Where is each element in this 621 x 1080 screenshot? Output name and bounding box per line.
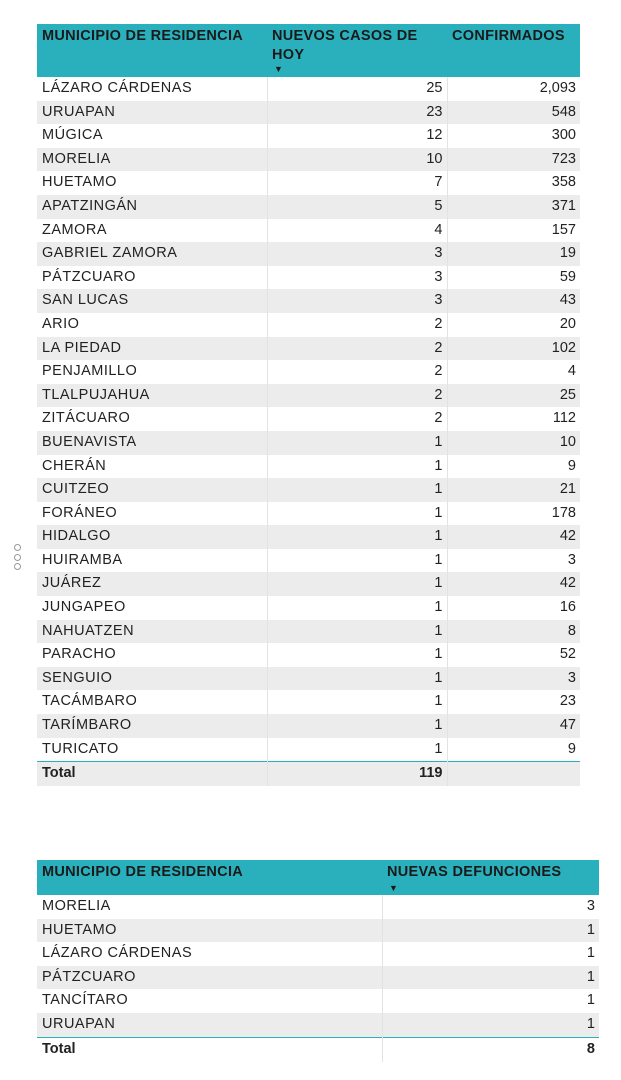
cell-value: 19 [447, 242, 580, 266]
cell-municipio: TLALPUJAHUA [37, 384, 267, 408]
cell-municipio: CUITZEO [37, 478, 267, 502]
cell-value: 1 [267, 643, 447, 667]
column-header-confirmados[interactable]: CONFIRMADOS [447, 24, 580, 77]
cell-value: 1 [267, 596, 447, 620]
total-row [37, 1037, 599, 1062]
total-value: 119 [267, 762, 447, 787]
cell-value: 8 [447, 620, 580, 644]
table-row[interactable] [37, 360, 580, 384]
column-header-nuevas-defunciones[interactable]: NUEVAS DEFUNCIONES ▼ [382, 860, 599, 895]
cell-value: 2 [267, 313, 447, 337]
cell-value: 371 [447, 195, 580, 219]
cell-value: 723 [447, 148, 580, 172]
table-row[interactable] [37, 895, 599, 919]
new-deaths-table [37, 860, 599, 1062]
cell-value: 10 [267, 148, 447, 172]
cell-value: 47 [447, 714, 580, 738]
cell-value: 3 [567, 551, 576, 568]
cell-municipio: LÁZARO CÁRDENAS [37, 77, 267, 101]
cell-municipio: HUETAMO [37, 919, 382, 943]
cell-value: 42 [447, 525, 580, 549]
cell-value: 2 [267, 407, 447, 431]
table-row[interactable] [37, 171, 580, 195]
cell-municipio: TARÍMBARO [37, 714, 267, 738]
table-row[interactable] [37, 502, 580, 526]
cell-value: 1 [267, 738, 447, 762]
table-row[interactable] [37, 966, 599, 990]
cell-value: 1 [382, 1013, 599, 1037]
cell-municipio: MORELIA [37, 148, 267, 172]
cell-municipio: ZITÁCUARO [37, 407, 267, 431]
table-row[interactable] [37, 124, 580, 148]
table-row[interactable] [37, 572, 580, 596]
cell-municipio: HUIRAMBA [37, 549, 267, 573]
table-row[interactable] [37, 242, 580, 266]
cell-value: 1 [267, 620, 447, 644]
cell-value: 12 [267, 124, 447, 148]
cell-value: 59 [559, 268, 576, 285]
cell-value: 3 [447, 667, 580, 691]
table-row[interactable] [37, 384, 580, 408]
cell-municipio: JUNGAPEO [37, 596, 267, 620]
cell-value: 1 [586, 992, 595, 1009]
column-header-municipio[interactable]: MUNICIPIO DE RESIDENCIA [37, 24, 267, 77]
cell-value: 7 [267, 171, 447, 195]
cell-value: 2,093 [539, 80, 576, 96]
cell-value: 9 [567, 457, 576, 474]
cell-value: 23 [267, 101, 447, 125]
cell-municipio: BUENAVISTA [37, 431, 267, 455]
cell-value: 2 [267, 360, 447, 384]
table-row[interactable] [37, 525, 580, 549]
cell-municipio: FORÁNEO [37, 502, 267, 526]
cell-municipio: LÁZARO CÁRDENAS [37, 942, 382, 966]
cell-value: 25 [267, 77, 447, 101]
table-row[interactable] [37, 195, 580, 219]
table-row[interactable] [37, 989, 599, 1013]
table-row[interactable] [37, 667, 580, 691]
cell-municipio: JUÁREZ [37, 572, 267, 596]
total-row [37, 762, 580, 787]
total-value: 8 [382, 1037, 599, 1062]
cell-municipio: LA PIEDAD [37, 337, 267, 361]
cell-value: 42 [447, 572, 580, 596]
cell-municipio: URUAPAN [37, 101, 267, 125]
table-row[interactable] [37, 596, 580, 620]
table-row[interactable] [37, 942, 599, 966]
cell-value: 9 [567, 740, 576, 757]
cell-value: 4 [267, 219, 447, 243]
cell-value: 3 [586, 898, 595, 914]
cell-municipio: URUAPAN [37, 1013, 382, 1037]
table-row[interactable] [37, 549, 580, 573]
cell-municipio: SAN LUCAS [37, 289, 267, 313]
table-header-row [37, 860, 599, 895]
cell-municipio: TANCÍTARO [37, 989, 382, 1013]
new-cases-table [37, 24, 580, 786]
table-row[interactable] [37, 1013, 599, 1037]
table-header-row [37, 24, 580, 77]
column-header-municipio[interactable]: MUNICIPIO DE RESIDENCIA [37, 860, 382, 895]
cell-value: 1 [267, 714, 447, 738]
cell-value: 43 [447, 289, 580, 313]
cell-value: 1 [267, 667, 447, 691]
cell-value: 10 [447, 431, 580, 455]
table-row[interactable] [37, 478, 580, 502]
cell-municipio: NAHUATZEN [37, 620, 267, 644]
sort-descending-icon: ▼ [389, 883, 399, 893]
cell-value: 25 [447, 384, 580, 408]
cell-value: 1 [382, 919, 599, 943]
cell-municipio: TACÁMBARO [37, 690, 267, 714]
cell-value: 3 [267, 266, 447, 290]
table-row[interactable] [37, 337, 580, 361]
cell-value: 300 [551, 127, 576, 144]
cell-value: 358 [551, 174, 576, 191]
cell-value: 1 [267, 549, 447, 573]
table-row[interactable] [37, 919, 599, 943]
table-row[interactable] [37, 266, 580, 290]
table-row[interactable] [37, 407, 580, 431]
cell-value: 1 [586, 945, 595, 962]
cell-value: 3 [267, 242, 447, 266]
cell-municipio: SENGUIO [37, 667, 267, 691]
drag-handle-icon[interactable] [12, 544, 22, 570]
cell-municipio: HIDALGO [37, 525, 267, 549]
cell-municipio: CHERÁN [37, 455, 267, 479]
cell-value: 20 [559, 315, 576, 332]
column-header-nuevos-casos[interactable]: NUEVOS CASOS DE HOY ▼ [267, 24, 447, 77]
table-row[interactable] [37, 714, 580, 738]
cell-municipio: ARIO [37, 313, 267, 337]
cell-value: 1 [267, 431, 447, 455]
cell-value: 16 [559, 599, 576, 616]
cell-value: 112 [552, 410, 576, 427]
table-row[interactable] [37, 148, 580, 172]
total-label: Total [37, 1037, 382, 1062]
cell-municipio: PARACHO [37, 643, 267, 667]
cell-municipio: PÁTZCUARO [37, 966, 382, 990]
cell-value: 2 [267, 337, 447, 361]
cell-value: 102 [447, 337, 580, 361]
cell-value: 5 [267, 195, 447, 219]
table-row[interactable] [37, 219, 580, 243]
table-row[interactable] [37, 77, 580, 101]
cell-municipio: TURICATO [37, 738, 267, 762]
table-row[interactable] [37, 620, 580, 644]
cell-municipio: MORELIA [37, 895, 382, 919]
table-row[interactable] [37, 313, 580, 337]
table-row[interactable] [37, 643, 580, 667]
sort-descending-icon: ▼ [274, 64, 284, 74]
cell-municipio: APATZINGÁN [37, 195, 267, 219]
cell-value: 52 [559, 646, 576, 663]
table-row[interactable] [37, 690, 580, 714]
cell-municipio: HUETAMO [37, 171, 267, 195]
cell-value: 1 [267, 455, 447, 479]
cell-value: 178 [551, 504, 576, 521]
cell-municipio: PÁTZCUARO [37, 266, 267, 290]
cell-value: 548 [447, 101, 580, 125]
cell-value: 1 [267, 502, 447, 526]
cell-municipio: PENJAMILLO [37, 360, 267, 384]
cell-value: 157 [551, 221, 576, 238]
cell-municipio: MÚGICA [37, 124, 267, 148]
cell-value: 1 [267, 572, 447, 596]
cell-value: 3 [267, 289, 447, 313]
table-row[interactable] [37, 101, 580, 125]
cell-value: 21 [447, 478, 580, 502]
table-row[interactable] [37, 431, 580, 455]
cell-municipio: GABRIEL ZAMORA [37, 242, 267, 266]
cell-value: 1 [267, 525, 447, 549]
cell-value: 2 [267, 384, 447, 408]
table-row[interactable] [37, 289, 580, 313]
cell-municipio: ZAMORA [37, 219, 267, 243]
total-label: Total [37, 762, 267, 787]
table-row[interactable] [37, 455, 580, 479]
table-row[interactable] [37, 738, 580, 762]
cell-value: 1 [382, 966, 599, 990]
cell-value: 1 [267, 690, 447, 714]
cell-value: 23 [559, 693, 576, 710]
cell-value: 1 [267, 478, 447, 502]
total-value [447, 762, 580, 787]
cell-value: 4 [567, 363, 576, 380]
